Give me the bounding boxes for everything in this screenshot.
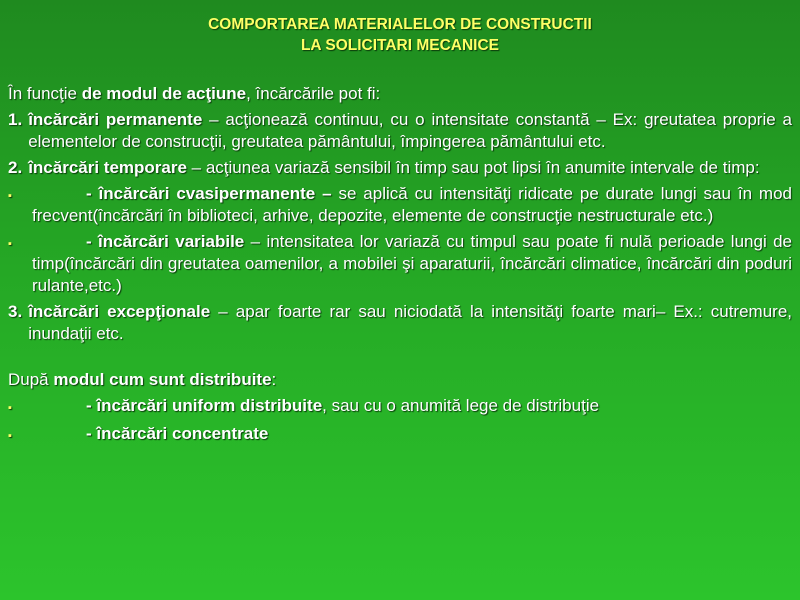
list-item	[8, 157, 792, 179]
square-bullet-icon: ▪	[8, 430, 12, 442]
sub-item-bold: - încărcări cvasipermanente –	[86, 184, 332, 203]
distrib-text: După	[8, 370, 54, 389]
square-bullet-icon: ▪	[8, 238, 12, 250]
square-bullet-icon: ▪	[8, 190, 12, 202]
distrib-bold: modul cum sunt distribuite	[53, 370, 272, 389]
intro-text: În funcţie	[8, 84, 82, 103]
sub-item-text: , sau cu o anumită lege de distribuţie	[322, 396, 600, 415]
item-number: 2.	[8, 158, 23, 177]
sub-item-text: – intensitatea lor variază cu timpul sau poate fi nulă perioade lungi de timp(încărcări din greutatea oamenilor, a mobilei şi aparaturii, încărcări climatice, încărcări din poduri rulante,etc.)	[32, 232, 792, 295]
sub-list-item	[8, 183, 792, 227]
item-text: – apar foarte rar sau niciodată la intensităţi foarte mari– Ex.: cutremure, inundaţii etc.	[28, 302, 792, 343]
item-text: – acţiunea variază sensibil în timp sau pot lipsi în anumite intervale de timp:	[186, 158, 760, 177]
intro-bold: de modul de acţiune	[81, 84, 247, 103]
square-bullet-icon: ▪	[8, 402, 12, 414]
title-line-1: COMPORTAREA MATERIALELOR DE CONSTRUCTII	[208, 16, 592, 33]
sub-item-bold: - încărcări concentrate	[86, 424, 269, 443]
sub-item-text: se aplică cu intensităţi ridicate pe durate lungi sau în mod frecvent(încărcări în biblioteci, arhive, depozite, elemente de construcţie nestructurale etc.)	[32, 184, 792, 225]
list-item	[8, 301, 792, 345]
item-text: – acţionează continuu, cu o intensitate constantă – Ex: greutatea proprie a elementelor de construcţii, greutatea pământului, împingerea pământului etc.	[28, 110, 792, 151]
item-bold: încărcări temporare	[28, 158, 187, 177]
spacer	[8, 345, 792, 369]
item-bold: încărcări excepţionale	[28, 302, 211, 321]
distrib-paragraph	[8, 369, 792, 391]
title-line-2: LA SOLICITARI MECANICE	[300, 37, 500, 54]
list-item	[8, 109, 792, 153]
sub-list-item	[8, 395, 792, 419]
item-number: 3.	[8, 302, 23, 321]
item-number: 1.	[8, 110, 23, 129]
sub-list-item	[8, 231, 792, 297]
sub-item-bold: - încărcări uniform distribuite	[86, 396, 323, 415]
sub-list-item	[8, 423, 792, 447]
slide-title	[0, 14, 800, 56]
distrib-text-end: :	[271, 370, 277, 389]
slide-body	[8, 83, 792, 447]
intro-paragraph	[8, 83, 792, 105]
item-bold: încărcări permanente	[28, 110, 203, 129]
sub-item-bold: - încărcări variabile	[86, 232, 245, 251]
intro-text-end: , încărcările pot fi:	[246, 84, 381, 103]
